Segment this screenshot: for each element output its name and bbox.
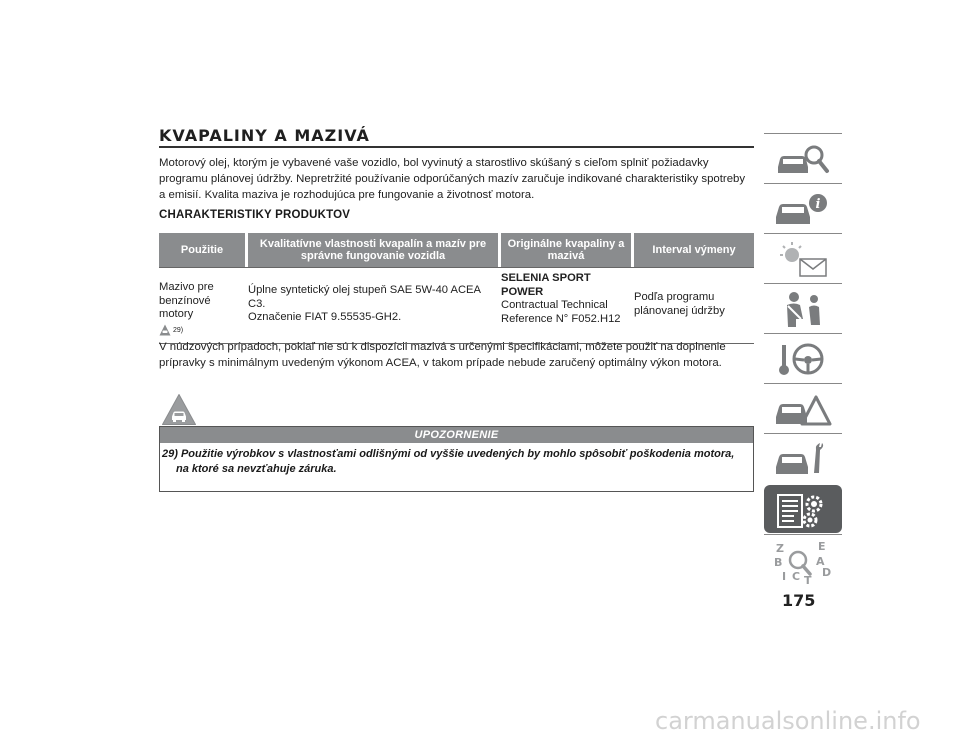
table-header	[159, 233, 754, 267]
table-row	[159, 267, 754, 344]
alphabet-index-icon	[770, 540, 834, 584]
specs-gear-icon	[770, 490, 834, 530]
usage-reference	[159, 324, 245, 338]
header-interval: Interval výmeny	[634, 233, 754, 267]
index-letter-a: A	[816, 555, 825, 568]
warning-label: UPOZORNENIE	[160, 427, 753, 443]
chapter-tab-technical-specs[interactable]	[764, 485, 842, 533]
section-heading: CHARAKTERISTIKY PRODUKTOV	[159, 209, 351, 221]
chapter-tab-warning-lights[interactable]	[764, 233, 842, 283]
index-letter-e: E	[818, 540, 826, 553]
chapter-tab-starting-driving[interactable]	[764, 333, 842, 383]
cell-interval: Podľa programu plánovanej údržby	[634, 291, 725, 317]
chapter-sidebar	[764, 133, 842, 584]
chapter-tab-dashboard[interactable]	[764, 133, 842, 183]
original-product-name: SELENIA SPORT POWER	[501, 272, 591, 298]
watermark: carmanualsonline.info	[655, 707, 921, 735]
emergency-note: V núdzových prípadoch, pokiaľ nie sú k dispozícii mazivá s určenými špecifikáciami, môžete použiť na doplnenie prípravky s minimálnym uvedeným výkonom ACEA, v takom prípade nebude zaručený optimálny výkon motora.	[159, 341, 726, 369]
index-letter-i: I	[782, 570, 787, 583]
specs-table	[159, 233, 754, 344]
chapter-tab-safety[interactable]	[764, 283, 842, 333]
warning-triangle-icon	[161, 393, 197, 426]
warning-light-envelope-icon	[770, 239, 834, 279]
page-title: KVAPALINY A MAZIVÁ	[159, 126, 370, 145]
chapter-tab-emergency[interactable]	[764, 383, 842, 433]
index-letter-t: T	[804, 574, 812, 584]
seatbelt-airbag-icon	[770, 289, 834, 329]
key-steering-wheel-icon	[770, 339, 834, 379]
cell-quality	[248, 272, 498, 337]
index-letter-c: C	[792, 570, 801, 583]
car-wrench-icon	[770, 439, 834, 479]
title-divider	[159, 146, 754, 148]
warning-car-icon	[159, 324, 171, 336]
index-letter-b: B	[774, 556, 783, 569]
intro-paragraph: Motorový olej, ktorým je vybavené vaše vozidlo, bol vyvinutý a starostlivo skúšaný s cieľom splniť požiadavky programu plánovej údržby. Nepretržité používanie odporúčaných mazív zaručuje indikované charakteristiky spotreby a emisií. Kvalita maziva je rozhodujúca pre fungovanie a životnosť motora.	[159, 157, 746, 201]
header-usage: Použitie	[159, 233, 245, 267]
reference-number: 29)	[173, 326, 184, 334]
original-product-reference: Contractual Technical Reference N° F052.H12	[501, 299, 621, 325]
quality-line-1: Úplne syntetický olej stupeň SAE 5W-40 ACEA C3.	[248, 284, 481, 310]
svg-text:i: i	[815, 197, 821, 212]
warning-text: 29) Použitie výrobkov s vlastnosťami odlišnými od vyššie uvedených by mohlo spôsobiť poškodenia motora, na ktoré sa nevzťahuje záruka.	[162, 448, 735, 475]
chapter-tab-index[interactable]	[764, 534, 842, 584]
index-letter-z: Z	[776, 542, 784, 555]
cell-original	[501, 272, 631, 337]
chapter-tab-vehicle-info[interactable]	[764, 183, 842, 233]
warning-text-wrap	[160, 443, 753, 477]
car-magnifier-icon	[770, 139, 834, 179]
quality-line-2: Označenie FIAT 9.55535-GH2.	[248, 311, 402, 324]
header-quality: Kvalitatívne vlastnosti kvapalín a mazív pre správne fungovanie vozidla	[248, 233, 498, 267]
index-letter-d: D	[822, 566, 832, 579]
car-warning-triangle-icon	[770, 389, 834, 429]
page-number: 175	[782, 591, 816, 610]
header-original: Originálne kvapaliny a mazivá	[501, 233, 631, 267]
car-info-icon	[770, 189, 834, 229]
warning-box	[159, 426, 754, 492]
usage-text: Mazivo pre benzínové motory	[159, 281, 214, 320]
cell-usage	[159, 272, 245, 337]
chapter-tab-maintenance[interactable]	[764, 433, 842, 483]
